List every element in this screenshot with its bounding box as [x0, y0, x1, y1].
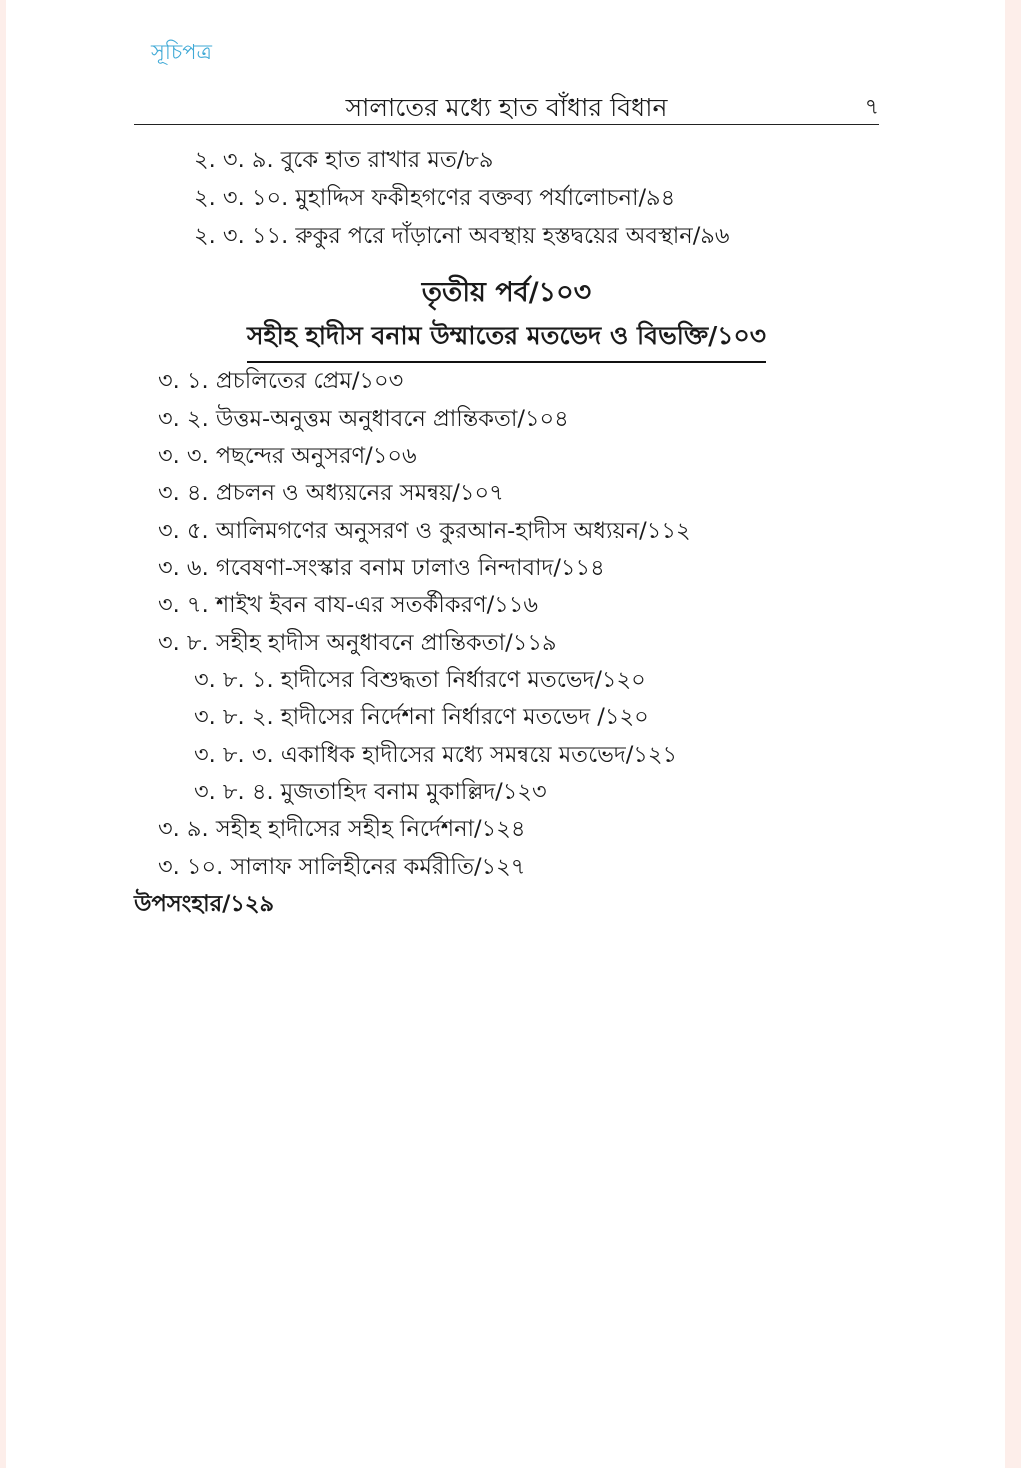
toc-sub-entry: ৩. ৮. ১. হাদীসের বিশুদ্ধতা নির্ধারণে মতভেদ/১২০: [194, 667, 646, 693]
toc-conclusion: উপসংহার/১২৯: [134, 891, 275, 917]
toc-sub-entry: ৩. ৮. ২. হাদীসের নির্দেশনা নির্ধারণে মতভেদ /১২০: [194, 704, 649, 730]
toc-entry: ২. ৩. ১০. মুহাদ্দিস ফকীহগণের বক্তব্য পর্যালোচনা/৯৪: [194, 185, 676, 211]
toc-entry: ৩. ৭. শাইখ ইবন বায-এর সতর্কীকরণ/১১৬: [158, 592, 538, 618]
toc-entry: ৩. ৪. প্রচলন ও অধ্যয়নের সমন্বয়/১০৭: [158, 480, 504, 506]
toc-entry: ৩. ৯. সহীহ হাদীসের সহীহ নির্দেশনা/১২৪: [158, 816, 526, 842]
toc-entry: ৩. ২. উত্তম-অনুত্তম অনুধাবনে প্রান্তিকতা/১০৪: [158, 406, 569, 432]
part-title: তৃতীয় পর্ব/১০৩: [421, 277, 592, 308]
toc-entry: ৩. ১. প্রচলিতের প্রেম/১০৩: [158, 368, 404, 394]
toc-sub-entry: ৩. ৮. ৪. মুজতাহিদ বনাম মুকাল্লিদ/১২৩: [194, 779, 547, 805]
toc-entry: ৩. ১০. সালাফ সালিহীনের কর্মরীতি/১২৭: [158, 854, 526, 880]
toc-entry: ৩. ৮. সহীহ হাদীস অনুধাবনে প্রান্তিকতা/১১৯: [158, 630, 557, 656]
running-header: [134, 80, 879, 125]
toc-entry: ৩. ৬. গবেষণা-সংস্কার বনাম ঢালাও নিন্দাবাদ/১১৪: [158, 555, 605, 581]
document-page: [6, 0, 1005, 1468]
toc-entry: ২. ৩. ৯. বুকে হাত রাখার মত/৮৯: [194, 147, 494, 173]
toc-entry: ৩. ৩. পছন্দের অনুসরণ/১০৬: [158, 443, 417, 469]
page-number: ৭: [864, 95, 879, 120]
toc-sub-entry: ৩. ৮. ৩. একাধিক হাদীসের মধ্যে সমন্বয়ে মতভেদ/১২১: [194, 742, 678, 768]
toc-entry: ২. ৩. ১১. রুকুর পরে দাঁড়ানো অবস্থায় হস্তদ্বয়ের অবস্থান/৯৬: [194, 223, 730, 249]
part-subtitle-text: সহীহ হাদীস বনাম উম্মাতের মতভেদ ও বিভক্তি/১০৩: [247, 316, 766, 363]
toc-entry: ৩. ৫. আলিমগণের অনুসরণ ও কুরআন-হাদীস অধ্যয়ন/১১২: [158, 518, 691, 544]
running-title: সালাতের মধ্যে হাত বাঁধার বিধান: [345, 93, 668, 122]
part-subtitle: [134, 316, 879, 363]
contents-label: সূচিপত্র: [151, 40, 212, 64]
